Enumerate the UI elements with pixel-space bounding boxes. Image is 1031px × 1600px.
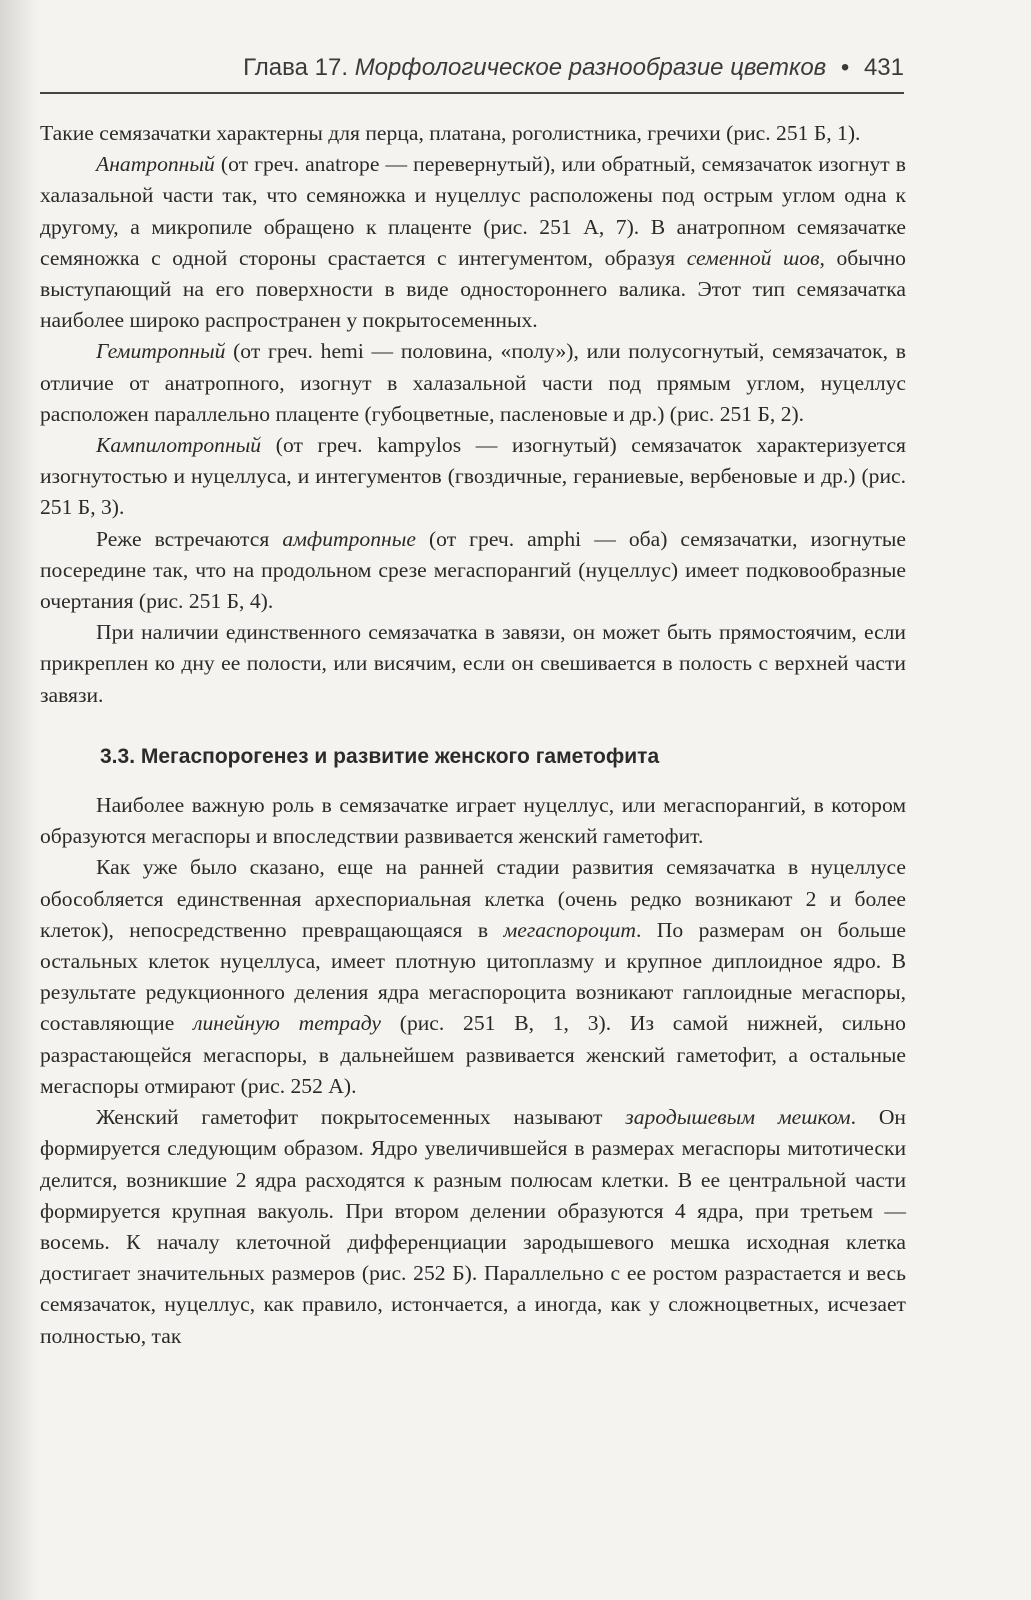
paragraph-text: Реже встречаются	[96, 526, 283, 551]
term: Гемитропный	[96, 339, 226, 364]
chapter-title: Морфологическое разнообразие цветков	[354, 54, 827, 81]
paragraph	[40, 852, 906, 1102]
chapter-label: Глава 17.	[243, 54, 349, 81]
paragraph-text: (от греч. hemi — половина, «полу»), или полусогнутый, семязачаток, в отличие от анатропного, изогнут в халазальной части под прямым углом, нуцеллус расположен параллельно плаценте (губоцветные, пасленовые и др.) (рис. 251 Б, 2).	[40, 339, 906, 426]
term: мегаспороцит	[503, 917, 637, 942]
paragraph-text: (от греч. anatrope — перевернутый), или обратный, семязачаток изогнут в халазальной части так, что семяножка и нуцеллус расположены под острым углом одна к другому, а микропиле обращено к плаценте (рис. 251 А, 7). В анатропном семязачатке семяножка с одной стороны срастается с интегументом, образуя	[40, 152, 906, 270]
paragraph-text: , обычно выступающий на его поверхности в виде одностороннего валика. Этот тип семязачатка наиболее широко распространен у покрытосеменных.	[40, 245, 906, 333]
paragraph-text: Как уже было сказано, еще на ранней стадии развития семязачатка в нуцеллусе обособляется единственная археспориальная клетка (очень редко возникают 2 и более клеток), непосредственно превращающаяся в	[40, 855, 906, 942]
term: амфитропные	[282, 526, 416, 551]
page-number: 431	[863, 54, 904, 81]
paragraph: Такие семязачатки характерны для перца, платана, роголистника, гречихи (рис. 251 Б, 1).	[40, 121, 861, 145]
term: линейную тетраду	[193, 1011, 381, 1036]
paragraph-text: (рис. 251 В, 1, 3). Из самой нижней, сильно разрастающейся мегаспоры, в дальнейшем развивается женский гаметофит, а остальные мегаспоры отмирают (рис. 252 А).	[40, 1011, 906, 1098]
paragraph	[40, 430, 906, 524]
paragraph-text: (от греч. amphi — оба) семязачатки, изогнутые посередине так, что на продольном срезе мегаспорангий (нуцеллус) имеет подковообразные очертания (рис. 251 Б, 4).	[40, 526, 907, 614]
paragraph-text: . Он формируется следующим образом. Ядро увеличившейся в размерах мегаспоры митотически делится, возникшие 2 ядра расходятся к разным полюсам клетки. В ее центральной части формируется крупная вакуоль. При втором делении образуются 4 ядра, при третьем — восемь. К началу клеточной дифференциации зародышевого мешка исходная клетка достигает значительных размеров (рис. 252 Б). Параллельно с ее ростом разрастается и весь семязачаток, нуцеллус, как правило, истончается, а иногда, как у сложноцветных, исчезает полностью, так	[40, 1105, 906, 1348]
header-bullet: •	[840, 54, 850, 81]
running-header	[40, 54, 904, 94]
term: Кампилотропный	[96, 433, 262, 458]
paragraph	[40, 149, 906, 336]
paragraph-text: . По размерам он больше остальных клеток нуцеллуса, имеет плотную цитоплазму и крупное диплоидное ядро. В результате редукционного деления ядра мегаспороцита возникают гаплоидные мегаспоры, составляющие	[40, 917, 906, 1036]
paragraph: Наиболее важную роль в семязачатке играет нуцеллус, или мегаспорангий, в котором образуются мегаспоры и впоследствии развивается женский гаметофит.	[40, 793, 906, 849]
section-heading: 3.3. Мегаспорогенез и развитие женского гаметофита	[100, 744, 660, 768]
paragraph: При наличии единственного семязачатка в завязи, он может быть прямостоячим, если прикреплен ко дну ее полости, или висячим, если он свешивается в полость с верхней части завязи.	[40, 620, 906, 707]
term: Анатропный	[96, 152, 215, 177]
paragraph-text: Женский гаметофит покрытосеменных называют	[96, 1105, 626, 1130]
term: семенной шов	[686, 245, 820, 270]
page-gutter-shadow	[0, 0, 38, 1600]
paragraph	[40, 1102, 906, 1352]
paragraph	[40, 524, 906, 618]
term: зародышевым мешком	[625, 1105, 851, 1130]
body-text	[40, 118, 906, 1352]
paragraph	[40, 336, 906, 430]
paragraph-text: (от греч. kampylos — изогнутый) семязачаток характеризуется изогнутостью и нуцеллуса, и интегументов (гвоздичные, гераниевые, вербеновые и др.) (рис. 251 Б, 3).	[40, 433, 906, 520]
